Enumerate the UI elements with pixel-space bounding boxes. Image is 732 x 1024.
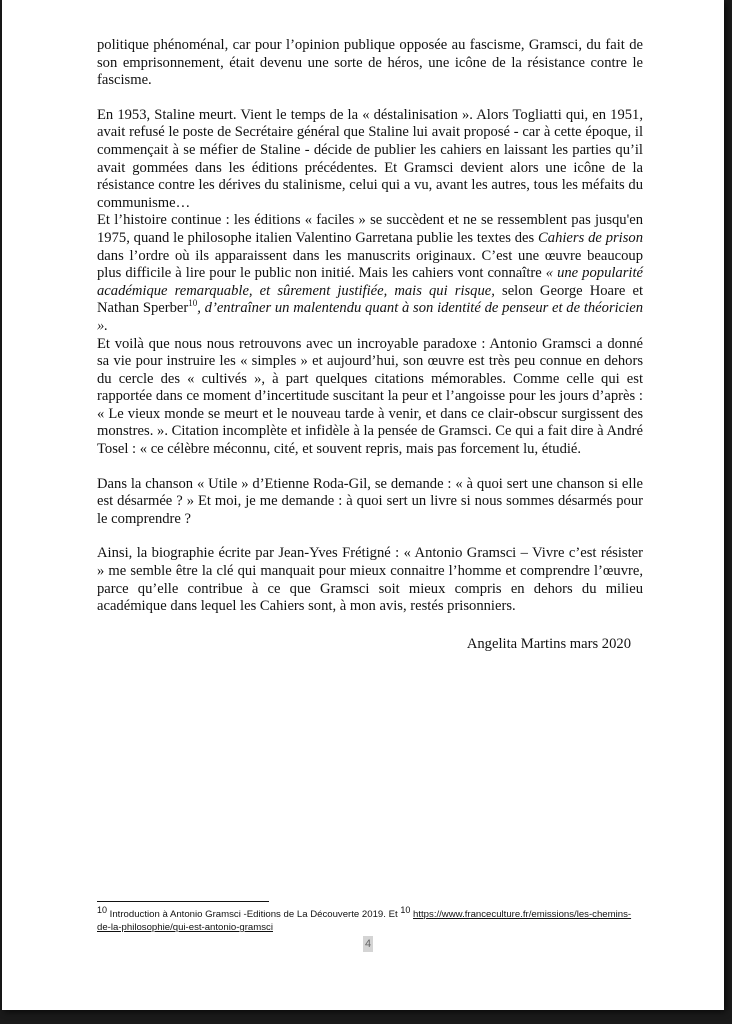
footnote-text: Introduction à Antonio Gramsci -Editions de La Découverte 2019. Et — [107, 909, 401, 920]
document-page — [2, 0, 724, 1010]
paragraph-4: Et voilà que nous nous retrouvons avec un incroyable paradoxe : Antonio Gramsci a donné sa vie pour instruire les « simples » et aujourd’hui, son œuvre est très peu connue en dehors du cercle des « cultivés », à part quelques citations mémorables. Comme celle qui est rapportée dans ce moment d’incertitude suscitant la peur et l’angoisse pour les jours d’après : « Le vieux monde se meurt et le nouveau tarde à venir, et dans ce clair-obscur surgissent des monstres. ». Citation incomplète et infidèle à la pensée de Gramsci. Ce qui a fait dire à André Tosel : « ce célèbre méconnu, cité, et souvent repris, mais pas forcement lu, étudié. — [97, 335, 643, 458]
footnote-number: 10 — [97, 904, 108, 915]
quote-popularite: « une popularité académique remarquable, et sûrement justifiée, mais qui risque, — [97, 265, 643, 299]
signature: Angelita Martins mars 2020 — [466, 635, 631, 652]
footnote — [97, 904, 637, 934]
paragraph-3-part-e: selon George Hoare et Nathan Sperber — [97, 282, 644, 317]
paragraph-3 — [97, 212, 643, 335]
page-number: 4 — [364, 938, 372, 950]
paragraph-6: Ainsi, la biographie écrite par Jean-Yves Frétigné : « Antonio Gramsci – Vivre c’est résister » me semble être la clé qui manquait pour mieux connaitre l’homme et comprendre l’œuvre, parce qu’elle contribue à ce que Gramsci soit mieux compris en dehors du milieu académique dans lequel les Cahiers sont, à mon avis, restés prisonniers. — [97, 545, 643, 615]
footnote-ref: 10 — [188, 298, 198, 309]
footnote-separator — [97, 901, 269, 902]
paragraph-5: Dans la chanson « Utile » d’Etienne Roda-Gil, se demande : « à quoi sert une chanson si elle est désarmée ? » Et moi, je me demande : à quoi sert un livre si nous sommes désarmés pour le comprendre ? — [97, 475, 643, 527]
page-body — [97, 37, 643, 653]
footnote-link[interactable]: https://www.franceculture.fr/emissions/les-chemins-de-la-philosophie/qui-est-antonio-gramsci — [97, 909, 632, 933]
quote-malentendu: , d’entraîner un malentendu quant à son identité de penseur et de théoricien ». — [97, 300, 643, 334]
paragraph-2: En 1953, Staline meurt. Vient le temps de la « déstalinisation ». Alors Togliatti qui, en 1951, avait refusé le poste de Secrétaire général que Staline lui avait proposé - car à cette époque, il commençait à se méfier de Staline - décide de publier les cahiers en laissant les parties qu’il avait gommées dans les éditions précédentes. Et Gramsci devient alors une icône de la résistance contre les dérives du stalinisme, celui qui a vu, avant les autres, tous les méfaits du communisme… — [97, 106, 643, 211]
paragraph-3-part-a: Et l’histoire continue : les éditions « faciles » se succèdent et ne se ressemblent pas jusqu'en 1975, quand le philosophe italien Valentino Garretana publie les textes des — [97, 212, 643, 246]
footnote-number-2: 10 — [400, 904, 411, 915]
book-title-cahiers: Cahiers de prison — [538, 229, 644, 246]
paragraph-3-part-c: dans l’ordre où ils apparaissent dans les manuscrits originaux. C’est une œuvre beaucoup plus difficile à lire pour le public non initié. Mais les cahiers vont connaître — [97, 247, 643, 282]
paragraph-1: politique phénoménal, car pour l’opinion publique opposée au fascisme, Gramsci, du fait de son emprisonnement, était devenu une sorte de héros, une icône de la résistance contre le fascisme. — [97, 37, 643, 89]
